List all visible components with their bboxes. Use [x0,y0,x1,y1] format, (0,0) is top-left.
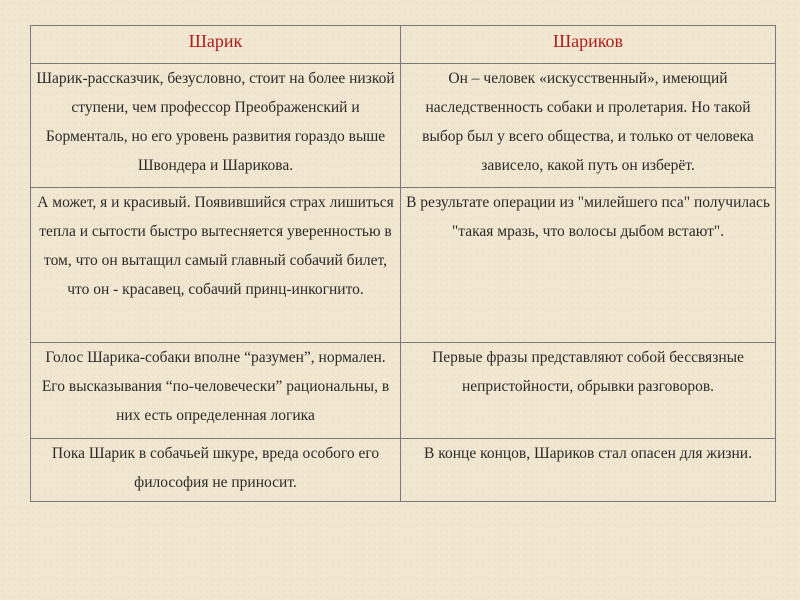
table-header-row [31,26,776,64]
table-row [31,64,776,188]
table-cell-sharikov: Он – человек «искусственный», имеющий наследственность собаки и пролетария. Но такой выбор был у всего общества, и только от человека зависело, какой путь он изберёт. [401,64,776,188]
table-cell-sharikov: В результате операции из "милейшего пса" получилась "такая мразь, что волосы дыбом встают". [401,188,776,343]
table-cell-sharik: Шарик-рассказчик, безусловно, стоит на более низкой ступени, чем профессор Преображенский и Борменталь, но его уровень развития гораздо выше Швондера и Шарикова. [31,64,401,188]
table-cell-sharik: А может, я и красивый. Появившийся страх лишиться тепла и сытости быстро вытесняется уверенностью в том, что он вытащил самый главный собачий билет, что он - красавец, собачий принц-инкогнито. [31,188,401,343]
table-cell-sharikov: Первые фразы представляют собой бессвязные непристойности, обрывки разговоров. [401,343,776,439]
table-cell-sharik: Пока Шарик в собачьей шкуре, вреда особого его философия не приносит. [31,439,401,502]
header-sharik: Шарик [31,26,401,64]
table-row [31,343,776,439]
comparison-table [30,25,776,502]
table-cell-sharikov: В конце концов, Шариков стал опасен для жизни. [401,439,776,502]
header-sharikov: Шариков [401,26,776,64]
table-cell-sharik: Голос Шарика-собаки вполне “разумен”, нормален. Его высказывания “по-человечески” рациональны, в них есть определенная логика [31,343,401,439]
table-row [31,188,776,343]
table-row [31,439,776,502]
